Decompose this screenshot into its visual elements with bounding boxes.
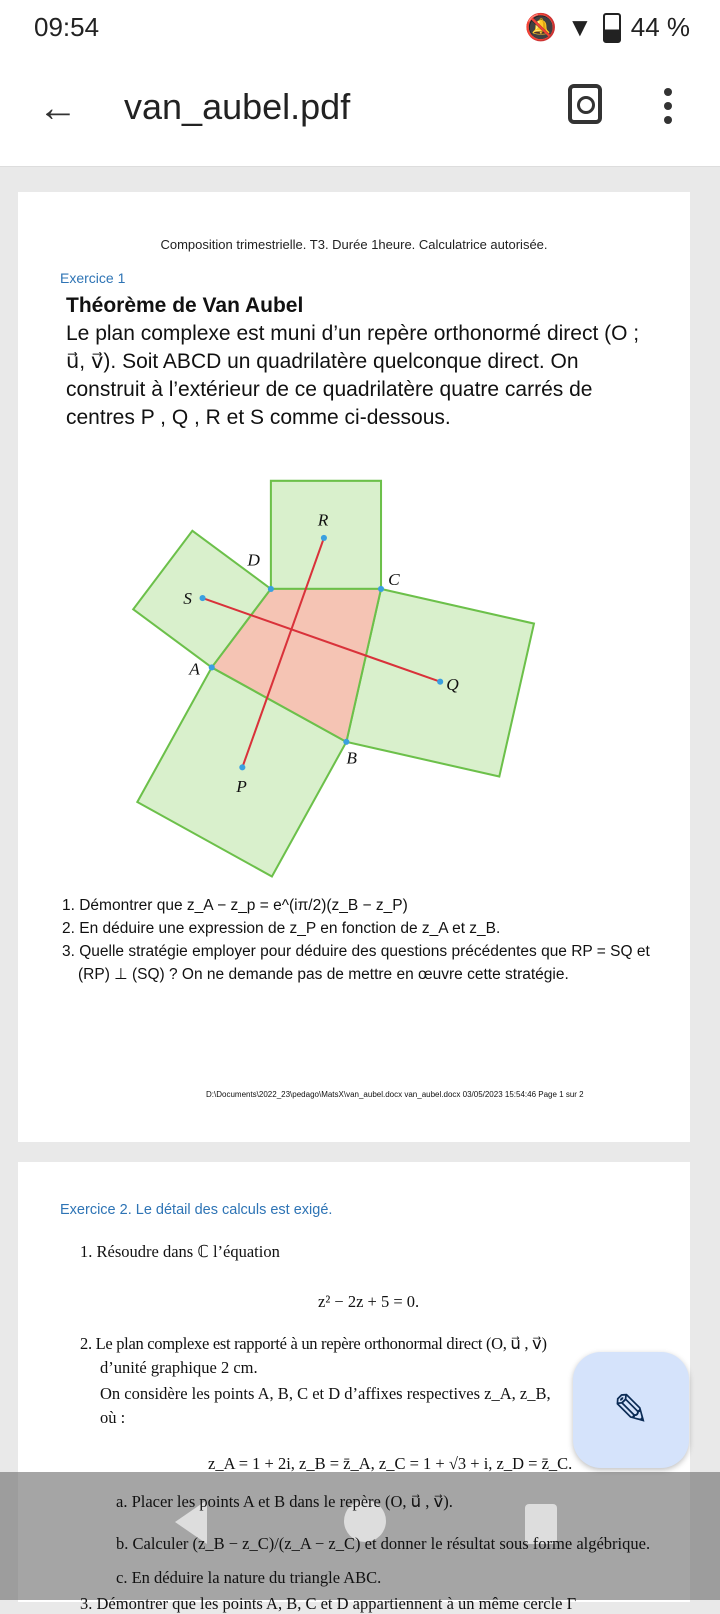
point-q: [437, 679, 443, 685]
label-a: A: [189, 659, 200, 679]
more-vert-icon[interactable]: [664, 88, 672, 130]
search-document-icon[interactable]: [568, 84, 602, 124]
annotate-pen-icon[interactable]: ✎: [573, 1352, 689, 1468]
questions: [62, 894, 662, 986]
van-aubel-figure: [18, 192, 690, 892]
point-a: [209, 664, 215, 670]
ex2-q2a: a. Placer les points A et B dans le repère (O, u⃗ , v⃗).: [116, 1492, 453, 1511]
exercise-2-label: Exercice 2. Le détail des calculs est exigé.: [60, 1202, 333, 1218]
status-bar: [0, 0, 720, 56]
point-c: [378, 586, 384, 592]
app-bar: [0, 56, 720, 167]
wifi-icon: ▼: [567, 12, 593, 42]
theorem-heading: Théorème de Van Aubel: [66, 294, 304, 317]
page-header: Composition trimestrielle. T3. Durée 1heure. Calculatrice autorisée.: [160, 237, 548, 252]
label-q: Q: [446, 674, 459, 694]
notifications-off-icon: 🔕: [524, 12, 557, 42]
point-p: [239, 764, 245, 770]
point-r: [321, 535, 327, 541]
label-c: C: [388, 569, 400, 589]
exercise-label: Exercice 1: [60, 270, 126, 286]
point-d: [268, 586, 274, 592]
label-r: R: [317, 510, 329, 530]
page-footer: D:\Documents\2022_23\pedago\MatsX\van_aubel.docx van_aubel.docx 03/05/2023 15:54:46 Page 1 sur 2: [206, 1090, 584, 1099]
ex2-affixes: z_A = 1 + 2i, z_B = z̄_A, z_C = 1 + √3 + i, z_D = z̄_C.: [208, 1454, 573, 1473]
label-b: B: [346, 748, 357, 768]
battery-level: 44 %: [630, 12, 690, 42]
ex2-question-1: 1. Résoudre dans ℂ l’équation: [80, 1242, 280, 1261]
pdf-page-1: [18, 192, 690, 1142]
ex2-q2c: c. En déduire la nature du triangle ABC.: [116, 1568, 382, 1587]
point-b: [343, 739, 349, 745]
back-arrow-icon[interactable]: ←: [38, 86, 78, 130]
ex2-q2-unit: d’unité graphique 2 cm.: [100, 1358, 258, 1377]
label-s: S: [183, 589, 192, 609]
ex2-question-2: 2. Le plan complexe est rapporté à un repère orthonormal direct (O, u⃗ , v⃗): [80, 1334, 547, 1353]
point-s: [200, 595, 206, 601]
question-1: 1. Démontrer que z_A − z_p = e^(iπ/2)(z_B − z_P): [62, 897, 408, 914]
document-title: van_aubel.pdf: [124, 86, 351, 127]
intro-text: Le plan complexe est muni d’un repère orthonormé direct (O ; u⃗, v⃗). Soit ABCD un quadrilatère quelconque direct. On construit à l’extérieur de ce quadrilatère quatre carrés de centres P , Q , R et S comme ci-dessous.: [66, 322, 640, 429]
ex2-q2-ou: où :: [100, 1408, 126, 1427]
ex2-q2-points: On considère les points A, B, C et D d’affixes respectives z_A, z_B,: [100, 1384, 551, 1403]
clock: 09:54: [34, 12, 100, 42]
battery-icon: [603, 13, 621, 43]
ex2-equation: z² − 2z + 5 = 0.: [318, 1292, 420, 1311]
ex2-question-3: 3. Démontrer que les points A, B, C et D appartiennent à un même cercle Γ: [80, 1594, 577, 1613]
question-2: 2. En déduire une expression de z_P en fonction de z_A et z_B.: [62, 920, 501, 937]
question-3: 3. Quelle stratégie employer pour déduire des questions précédentes que RP = SQ et (RP) ⊥ (SQ) ? On ne demande pas de mettre en œuvre cette stratégie.: [62, 943, 650, 983]
label-p: P: [236, 776, 247, 796]
label-d: D: [247, 550, 260, 570]
square-top: [271, 481, 381, 589]
ex2-q2b: b. Calculer (z_B − z_C)/(z_A − z_C) et donner le résultat sous forme algébrique.: [116, 1534, 651, 1553]
